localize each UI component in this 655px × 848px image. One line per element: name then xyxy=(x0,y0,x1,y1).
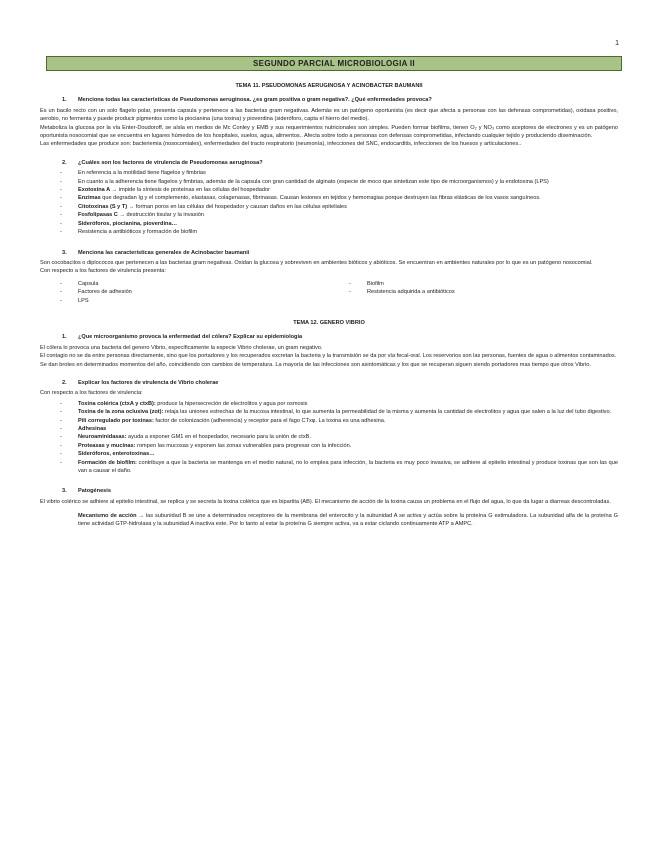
list-item: - Capsula xyxy=(40,280,329,288)
list-item: - Sideróforos, enterotoxinas… xyxy=(40,450,618,458)
virulence-list xyxy=(40,169,618,236)
list-item: - Citotoxinas (S y T) → forman poros en las células del hospedador y causan daños en las células epiteliales xyxy=(40,203,618,211)
question-heading xyxy=(62,159,618,167)
question-text: ¿Que microorganismo provoca la enfermedad del cólera? Explicar su epidemiología xyxy=(78,334,303,341)
list-item: - En cuanto a la adherencia tiene flagelos y fimbrias, además de la capsula con gran cantidad de alginato (especie de moco que sintetizan este tipo de microorganismos) y la endotoxina (LPS) xyxy=(40,178,618,186)
question-text: Patogénesis xyxy=(78,488,111,495)
paragraph: Es un bacilo recto con un solo flagelo polar, presenta capsula y pertenece a las bacterias gram negativas. Además es un patógeno oportunista (es decir que afecta a personas con las defensas comprometidas), oxidasa positivo, aerobio, no fermenta y puede producir pigmentos como la piocianina (una toxina) y pioverdina (sideróforo, capta el hierro del medio). xyxy=(40,107,618,123)
list-item: - Fosfolipasas C → destrucción tisular y la invasión xyxy=(40,211,618,219)
list-item: - Adhesinas xyxy=(40,425,618,433)
topic-12-heading: TEMA 12. GENERO VIBRIO xyxy=(293,319,365,326)
list-item: - Toxina de la zona oclusiva (zot): relaja las uniones estrechas de la mucosa intestinal, lo que aumenta la permeabilidad de la misma y aumenta la cantidad de electrolitos y agua que salen a la luz del tubo digestivo. xyxy=(40,408,618,416)
list-item: - Formación de biofilm: contribuye a que la bacteria se mantenga en el medio natural, no lo emplea para infección, la bacteria es muy poco invasiva, se adhiere al epitelio intestinal y produce toxinas que son las que van a causar el daño. xyxy=(40,459,618,476)
question-text: Explicar los factores de virulencia de Vibrio cholerae xyxy=(78,379,219,386)
topic-11-heading: TEMA 11. PSEUDOMONAS AERUGINOSA Y ACINOBACTER BAUMANII xyxy=(235,83,423,89)
question-heading xyxy=(62,379,618,387)
right-list xyxy=(329,280,618,305)
document-body xyxy=(40,78,618,534)
question-number: 3. xyxy=(62,249,67,256)
page-number: 1 xyxy=(615,40,619,47)
paragraph: Son cocobacilos o diplococos que pertenecen a las bacterias gram negativas. Oxidan la glucosa y sobreviven en ambientes bióticos y abióticos. Se encuentran en ambientes naturales por lo que es un patógeno nosocomial. xyxy=(40,259,593,266)
question-number: 1. xyxy=(62,334,67,341)
mechanism-paragraph: Mecanismo de acción → las subunidad B se une a determinados receptores de la membrana del enterocito y la subunidad A se activa y actúa sobre la proteína G estimuladora. La subunidad alfa de la proteína G tiene actividad GTP-hidrolasa y la subunidad A inactiva este. Por lo tanto al estar la proteína G siempre activa, va a estar ciclando continuamente ATP a AMPC. xyxy=(78,512,618,528)
list-item: - Proteasas y mucinas: rompen las mucosas y exponen las zonas vulnerables para progresar con la infección. xyxy=(40,442,618,450)
paragraph: Metaboliza la glucosa por la vía Enter-Doudoroff, se aísla en medios de Mc Conley y EMB y sus requerimientos nutricionales son simples. Pueden formar biofilms, tienen O₂ y NO₃ como aceptores de electrones y es un patógeno oportunista nosocomial que se encuentra en lugares húmedos de los hospitales, suelos, agua, alimentos.. Afecta sobre todo a personas con defensas comprometidas, infectando cualquier tejido y produciendo diseminación. xyxy=(40,124,618,140)
paragraph: El contagio no se da entre personas directamente, sino que los portadores y los recuperados excretan la bacteria y la transmisión se da por vía fecal-oral. Los reservorios son las personas, fuentes de agua o alimentos contaminados. xyxy=(40,353,617,360)
two-column-list xyxy=(40,278,618,307)
list-item: - Pili corregulado por toxinas: factor de colonización (adherencia) y receptor para el fago CTxφ. La toxina es una adhesina. xyxy=(40,417,618,425)
list-item: - Exotoxina A → impide la síntesis de proteínas en las células del hospedador xyxy=(40,186,618,194)
list-item: - Biofilm xyxy=(329,280,618,288)
left-list xyxy=(40,280,329,305)
list-item: - Neuroaminidasas: ayuda a exponer GM1 en el hospedador, necesario para la unión de ctxB. xyxy=(40,433,618,441)
paragraph: Las enfermedades que produce son: bacteriemia (nosocomiales), enfermedades del tracto respiratorio (neumonía), infecciones del SNC, endocarditis, infecciones de los huesos y articulaciones.. xyxy=(40,141,522,148)
question-heading xyxy=(62,96,618,104)
document-title: SEGUNDO PARCIAL MICROBIOLOGIA II xyxy=(46,56,622,71)
virulence-list xyxy=(40,400,618,476)
list-item: - Sideróforos, piocianina, pioverdina… xyxy=(40,220,618,228)
paragraph: El cólera lo provoca una bacteria del genero Vibrio, específicamente la especie Vibrio cholerae, un gram negativo. xyxy=(40,344,323,351)
question-text: ¿Cuáles son los factores de virulencia de Pseudomonas aeruginosa? xyxy=(78,159,263,166)
list-item: - LPS xyxy=(40,297,329,305)
paragraph: El vibrio colérico se adhiere al epitelio intestinal, se replica y se secreta la toxina colérica que es bipartita (AB). El mecanismo de acción de la toxina causa un problema en el flujo del agua, lo que da lugar a diarreas descontroladas. xyxy=(40,498,611,505)
list-item: - Enzimas que degradan Ig y el complemento, elastasas, colagenasas, fibrinasas. Causan lesiones en tejidos y hemorragias porque destruyen las fibras elásticas de los vasos sanguíneos. xyxy=(40,194,618,202)
question-number: 3. xyxy=(62,488,67,495)
question-heading xyxy=(62,249,618,257)
list-item: - Resistencia a antibióticos y formación de biofilm xyxy=(40,228,618,236)
question-text: Menciona todas las características de Pseudomonas aeruginosa. ¿es gram positiva o gram negativa?. ¿Qué enfermedades provoca? xyxy=(78,97,432,104)
paragraph: Con respecto a los factores de virulencia presenta: xyxy=(40,268,166,275)
list-item: - Factores de adhesión xyxy=(40,288,329,296)
question-number: 1. xyxy=(62,97,67,104)
list-item: - Toxina colérica (ctxA y ctxB): produce la hipersecreción de electrolitos y agua por osmosis xyxy=(40,400,618,408)
paragraph: Se dan brotes en determinados momentos del año, coincidiendo con cambios de temperatura. La mayoría de las infecciones son asintomáticas y los que se recuperan siguen siendo portadores mas tiempo que otros Vibrio. xyxy=(40,361,591,368)
list-item: - En referencia a la motilidad tiene flagelos y fimbrias xyxy=(40,169,618,177)
question-heading xyxy=(62,487,618,495)
paragraph: Con respecto a los factores de virulencia: xyxy=(40,390,143,397)
question-number: 2. xyxy=(62,379,67,386)
list-item: - Resistencia adquirida a antibióticos xyxy=(329,288,618,296)
question-heading xyxy=(62,333,618,341)
question-text: Menciona las características generales de Acinobacter baumanii xyxy=(78,249,250,256)
question-number: 2. xyxy=(62,159,67,166)
